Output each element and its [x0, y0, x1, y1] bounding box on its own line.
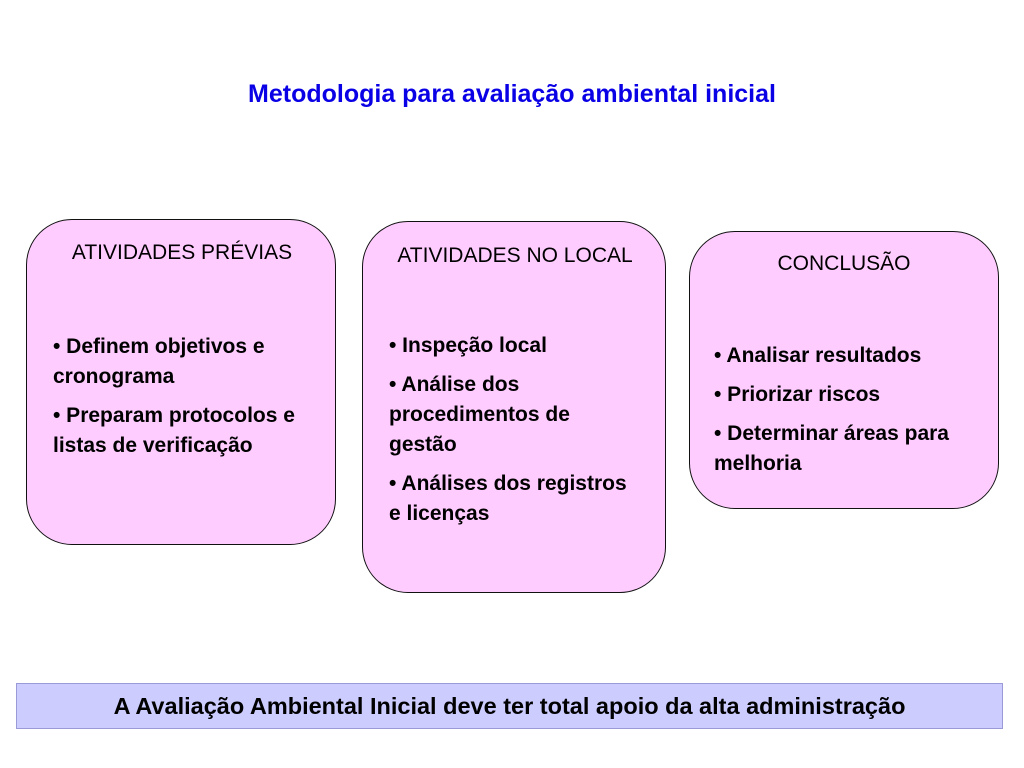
stage-box-atividades-previas: [26, 219, 336, 545]
stage-item: • Priorizar riscos: [714, 383, 881, 406]
footer-banner: A Avaliação Ambiental Inicial deve ter total apoio da alta administração: [16, 683, 1003, 729]
stage-heading: ATIVIDADES PRÉVIAS: [71, 241, 293, 264]
stage-item: • Análise dos procedimentos de gestão: [389, 373, 570, 456]
stage-item: • Analisar resultados: [714, 344, 922, 367]
stage-item: • Análises dos registros e licenças: [389, 472, 627, 525]
stage-heading: CONCLUSÃO: [777, 252, 911, 275]
stage-item: • Inspeção local: [389, 334, 547, 357]
slide-title: Metodologia para avaliação ambiental inicial: [248, 80, 776, 108]
stage-box-atividades-no-local: [362, 221, 666, 593]
stage-heading: ATIVIDADES NO LOCAL: [397, 244, 633, 267]
stage-box-conclusao: [689, 231, 999, 509]
stage-item: • Definem objetivos e cronograma: [53, 335, 265, 388]
stage-item-list: [53, 332, 311, 461]
stage-item: • Preparam protocolos e listas de verificação: [53, 404, 295, 457]
stage-item-list: [389, 331, 641, 529]
stage-item-list: [714, 341, 974, 479]
stage-item: • Determinar áreas para melhoria: [714, 422, 949, 475]
